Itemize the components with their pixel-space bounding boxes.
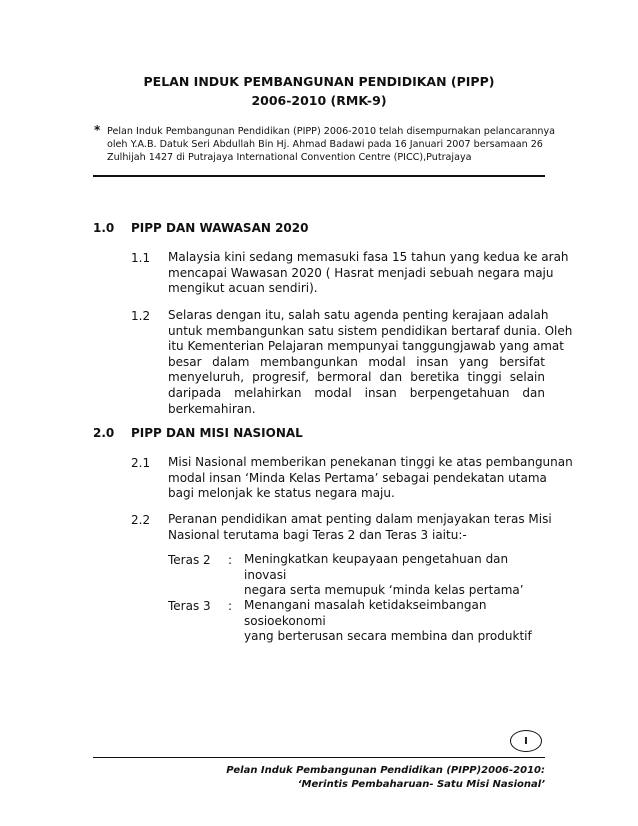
teras-line: yang berterusan secara membina dan produktif: [244, 629, 532, 644]
teras-line: Meningkatkan keupayaan pengetahuan dan inovasi: [244, 552, 509, 582]
paragraph-line: Misi Nasional memberikan penekanan tinggi ke atas pembangunan: [168, 455, 573, 469]
page-number-badge: [510, 730, 542, 752]
teras-line: negara serta memupuk ‘minda kelas pertama’: [244, 583, 524, 598]
paragraph-line: bagi melonjak ke status negara maju.: [168, 486, 395, 501]
page-number: I: [524, 735, 528, 747]
paragraph-line: mencapai Wawasan 2020 ( Hasrat menjadi sebuah negara maju: [168, 265, 554, 280]
footer-line-2: ‘Merintis Pembaharuan- Satu Misi Nasional’: [297, 779, 545, 790]
teras-description: [244, 552, 544, 599]
teras-label: Teras 3: [168, 599, 211, 613]
launch-note: [107, 125, 556, 164]
paragraph-line: daripada melahirkan modal insan berpengetahuan dan: [168, 385, 545, 400]
document-title-line-2: 2006-2010 (RMK-9): [251, 93, 387, 108]
section-number: 1.0: [93, 221, 115, 235]
note-line: Zulhijah 1427 di Putrajaya International Convention Centre (PICC),Putrajaya: [107, 152, 472, 163]
teras-colon: :: [228, 553, 233, 567]
header-divider: [93, 175, 545, 177]
teras-line: Menangani masalah ketidakseimbangan sosioekonomi: [244, 598, 487, 628]
paragraph-line: berkemahiran.: [168, 401, 256, 416]
paragraph-line: Peranan pendidikan amat penting dalam menjayakan teras Misi: [168, 512, 552, 526]
paragraph-2-2: [168, 512, 552, 543]
footer-line-1: Pelan Induk Pembangunan Pendidikan (PIPP)2006-2010:: [226, 765, 545, 776]
teras-description: [244, 598, 544, 645]
footer-text: [226, 764, 545, 792]
paragraph-line: Selaras dengan itu, salah satu agenda penting kerajaan adalah: [168, 308, 549, 322]
paragraph-line: mengikut acuan sendiri).: [168, 281, 318, 296]
section-number: 2.0: [93, 426, 115, 440]
subsection-number: 2.2: [131, 513, 151, 527]
teras-colon: :: [228, 599, 233, 613]
paragraph-line: modal insan ‘Minda Kelas Pertama’ sebagai pendekatan utama: [168, 470, 547, 485]
paragraph-line: untuk membangunkan satu sistem pendidikan bertaraf dunia. Oleh: [168, 323, 573, 338]
subsection-number: 1.1: [131, 251, 151, 265]
footer-divider: [93, 757, 545, 758]
subsection-number: 1.2: [131, 309, 151, 323]
paragraph-line: Malaysia kini sedang memasuki fasa 15 tahun yang kedua ke arah: [168, 250, 569, 264]
paragraph-1-1: [168, 250, 569, 297]
paragraph-line: Nasional terutama bagi Teras 2 dan Teras 3 iaitu:-: [168, 527, 467, 542]
paragraph-line: menyeluruh, progresif, bermoral dan beretika tinggi selain: [168, 370, 545, 385]
teras-label: Teras 2: [168, 553, 211, 567]
section-heading: PIPP DAN MISI NASIONAL: [131, 426, 303, 440]
paragraph-2-1: [168, 455, 573, 502]
document-title-line-1: PELAN INDUK PEMBANGUNAN PENDIDIKAN (PIPP): [143, 74, 495, 89]
section-heading: PIPP DAN WAWASAN 2020: [131, 221, 309, 235]
note-line: Pelan Induk Pembangunan Pendidikan (PIPP) 2006-2010 telah disempurnakan pelancarannya: [107, 126, 556, 137]
paragraph-1-2: [168, 308, 573, 417]
subsection-number: 2.1: [131, 456, 151, 470]
note-asterisk: *: [94, 123, 101, 137]
note-line: oleh Y.A.B. Datuk Seri Abdullah Bin Hj. Ahmad Badawi pada 16 Januari 2007 bersamaan 26: [107, 139, 543, 150]
paragraph-line: itu Kementerian Pelajaran mempunyai tanggungjawab yang amat: [168, 339, 564, 354]
paragraph-line: besar dalam membangunkan modal insan yang bersifat: [168, 354, 545, 369]
